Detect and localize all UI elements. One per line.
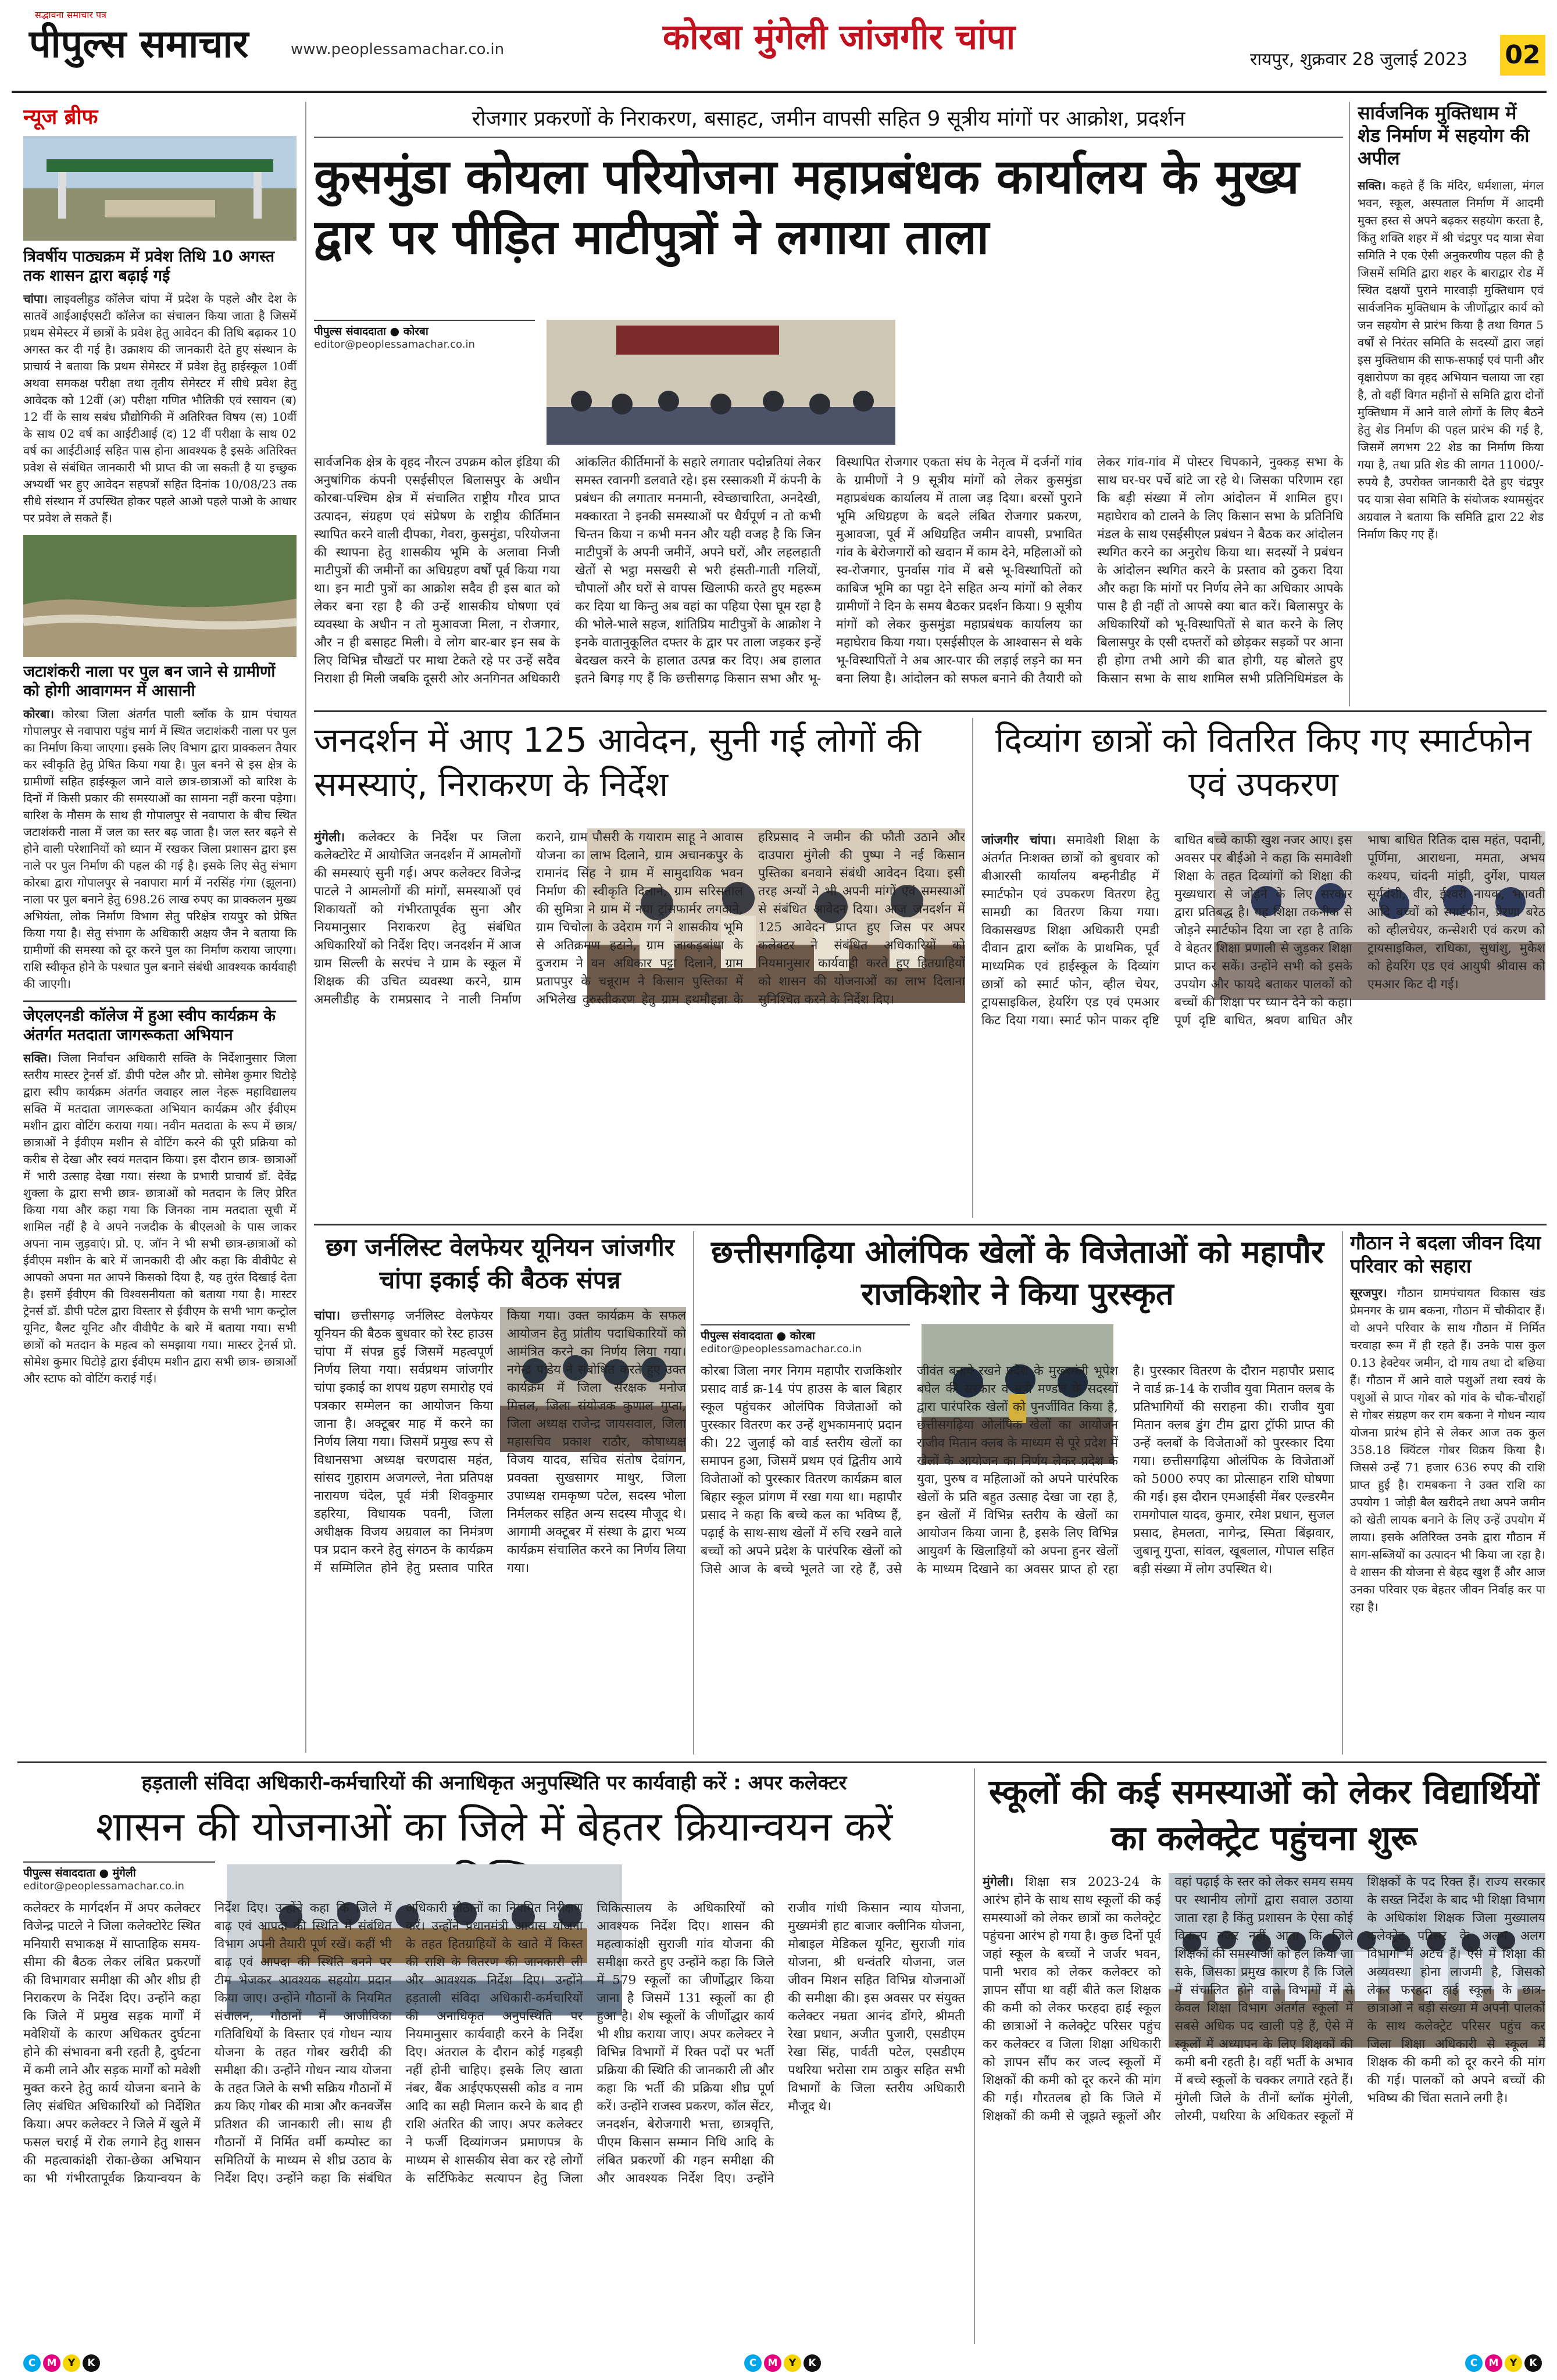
collector-body bbox=[23, 1899, 965, 2344]
section-rule-3 bbox=[17, 1761, 1547, 1763]
gauthan-text: गौठान ग्रामपंचायत विकास खंड प्रेमनगर के ग्राम बकना, गौठान में चौकीदार हैं। वो अपने परिवार के साथ गौठान में निर्मित चरवाहा रूम में ही रहते हैं। उनके पास कुल 0.13 हेक्टेयर जमीन, दो गाय तथा दो बछिया हैं। गौठान में आने वाले पशुओं तथा स्वयं के पशुओं से प्राप्त गोबर को गांव के चौक-चौराहों से गोबर संग्रहण कर राम बकना ने गोधन न्याय योजना प्रारंभ होने से लेकर आज तक कुल 358.18 क्विंटल गोबर विक्रय किया है। जिससे उन्हें 71 हजार 636 रुपए की राशि प्राप्त हुई है। रामबकना ने उक्त राशि का उपयोग 1 जोड़ी बैल खरीदने तथा अपने जमीन को खेती लायक बनाने के लिए उन्हें उपयोग में लाया। इसके अतिरिक्त उनके द्वारा गौठान में साग-सब्जियों का उत्पादन भी किया जा रहा है। वे शासन की योजना से बेहद खुश हैं और आज उनका परिवार एक बेहतर जीवन निर्वाह कर पा रहा है। bbox=[1350, 1285, 1545, 1614]
lead-byline: पीपुल्स संवाददाता ● कोरबा bbox=[314, 320, 535, 338]
olympic-story bbox=[701, 1231, 1334, 1754]
college-gate-photo bbox=[23, 136, 297, 241]
olympic-byline: पीपुल्स संवाददाता ● कोरबा bbox=[701, 1324, 910, 1343]
lead-text: सार्वजनिक क्षेत्र के वृहद नौरत्न उपक्रम कोल इंडिया की अनुषांगिक कंपनी एसईसीएल बिलासपुर के अधीन कोरबा-पश्चिम क्षेत्र में संचालित राष्ट्रीय गौरव प्राप्त उत्पादन, संग्रहण एवं संप्रेषण के राष्ट्रीय कीर्तिमान स्थापित करने वाली दीपका, गेवरा, कुसमुंडा, परियोजना की स्थापना हेतु शासकीय भूमि के अलावा निजी माटीपुत्रों की जमीनों का अधिग्रहण वर्षों पूर्व किया गया था। इन माटी पुत्रों का आक्रोश सदैव ही इस बात को लेकर बना रहा है की उन्हें शासकीय घोषणा एवं व्यवस्था के अधीन न तो मुआवजा मिला, न रोजगार, और न ही बसाहट मिली। वे लोग बार-बार इन सब के लिए विभिन्न चौखटों पर माथा टेकते रहे पर उन्हें सदैव निराशा ही मिली जबकि दूसरी ओर अनगिनत अधिकारी आंकलित कीर्तिमानों के सहारे लगातार पदोन्नतियां लेकर समस्त रवानगी डलवाते रहे। इस रस्साकशी में कंपनी के प्रबंधन की लगातार मनमानी, स्वेच्छाचारिता, अनदेखी, मक्कारता ने इनकी समस्याओं पर धैर्यपूर्ण न तो कभी चिन्तन किया न कभी मनन और यही वजह है कि जिन माटीपुत्रों के अपनी जमीनें, अपने घरों, और लहलहाती खेतों से भट्ठा मसखरी से भरी हंसती-गाती गलियों, चौपालों और घरों से वापस खिलाफी करते हुए महरूम कर दिया था किन्तु अब वहां का पहिया ऐसा घूम रहा है की भोले-भाले सहज, शांतिप्रिय माटीपुत्रों के आक्रोश ने इनके वातानुकूलित दफ्तर के द्वार पर ताला जड़कर इन्हें बेदखल करने के हालात उत्पन्न कर दिए। अब हालात इतने बिगड़ गए हैं कि छत्तीसगढ़ किसान सभा और भू-विस्थापित रोजगार एकता संघ के नेतृत्व में दर्जनों गांव के ग्रामीणों ने 9 सूत्रीय मांगों को लेकर कुसमुंडा महाप्रबंधक कार्यालय में ताला जड़ दिया। बरसों पुराने भूमि अधिग्रहण के बदले लंबित रोजगार प्रकरण, मुआवजा, पूर्व में अधिग्रहित जमीन वापसी, प्रभावित गांव के बेरोजगारों को खदान में काम देने, महिलाओं को स्व-रोजगार, पुनर्वास गांव में बसे भू-विस्थापितों को काबिज भूमि का पट्टा देने सहित अन्य मांगों को लेकर ग्रामीणों ने दिन के समय बैठकर प्रदर्शन किया। 9 सूत्रीय मांगों को लेकर कुसमुंडा महाप्रबंधक कार्यालय का महाघेराव किया गया। एसईसीएल के आश्वासन से थके भू-विस्थापितों ने अब आर-पार की लड़ाई लड़ने का मन बना लिया है। आंदोलन को सफल बनाने की तैयारी को लेकर गांव-गांव में पोस्टर चिपकाने, नुक्कड़ सभा के साथ घर-घर पर्चे बांटे जा रहे थे। जिसका परिणाम रहा कि बड़ी संख्या में लोग आंदोलन में शामिल हुए। महाघेराव को टालने के लिए किसान सभा के प्रतिनिधि मंडल के साथ एसईसीएल प्रबंधन ने बैठक कर आंदोलन स्थगित करने का अनुरोध किया था। सदस्यों ने प्रबंधन के आंदोलन स्थगित करने के प्रस्ताव को ठुकरा दिया और कहा कि मांगों पर निर्णय लेने का अधिकार आपके पास है ही नहीं तो आपसे क्या बात करें। बिलासपुर के अधिकारियों को भू-विस्थापितों से बात करने के लिए बिलासपुर के एसी दफ्तरों को छोड़कर सड़कों पर आना ही होगा तभी आगे की बात होगी, यह बोलते हुए किसान सभा के साथ शामिल सभी प्रतिनिधिमंडल के bbox=[314, 455, 1343, 686]
journalist-headline: छग जर्नलिस्ट वेलफेयर यूनियन जांजगीर चांपा इकाई की बैठक संपन्न bbox=[326, 1233, 674, 1294]
brief3-body bbox=[23, 1050, 297, 1387]
divyang-divider bbox=[972, 718, 973, 1218]
collector-text: कलेक्टर के मार्गदर्शन में अपर कलेक्टर विजेन्द्र पाटले ने जिला कलेक्टोरेट स्थित मनियारी सभाकक्ष में साप्ताहिक समय-सीमा की बैठक लेकर लंबित प्रकरणों की विभागवार समीक्षा की और शीघ्र ही निराकरण के निर्देश दिए। उन्होंने कहा कि जिले में प्रमुख सड़क मार्गों में मवेशियों के कारण अधिकतर दुर्घटना होने की संभावना बनी रहती है, दुर्घटना में कमी लाने और सड़क मार्गों को मवेशी मुक्त करने हेतु कार्य योजना बनाने के लिए संबंधित अधिकारियों को निर्देशित किया। अपर कलेक्टर ने जिले में खुले में फसल चराई में रोक लगाने हेतु शासन की महत्वाकांक्षी रोका-छेका अभियान का भी गंभीरतापूर्वक क्रियान्वयन के निर्देश दिए। उन्होंने कहा कि जिले में बाढ़ एवं आपदा की स्थिति में संबंधित विभाग अपनी तैयारी पूर्ण रखें। कहीं भी बाढ़ एवं आपदा की स्थिति बनने पर टीम भेजकर आवश्यक सहयोग प्रदान किया जाए। उन्होंने गौठानों के नियमित संचालन, गौठानों में आजीविका गतिविधियों के विस्तार एवं गोधन न्याय योजना के तहत गोबर खरीदी की समीक्षा की। उन्होंने गोधन न्याय योजना के तहत जिले के सभी सक्रिय गौठानों में क्रय किए गोबर की मात्रा और कनवर्जेंस प्रतिशत की जानकारी ली। साथ ही गौठानों में निर्मित वर्मी कम्पोस्ट का समितियों के माध्यम से शीघ्र उठाव के निर्देश दिए। उन्होंने कहा कि संबंधित अधिकारी गौठानों का नियमित निरीक्षण करें। उन्होंने प्रधानमंत्री आवास योजना के तहत हितग्राहियों के खाते में किस्त की राशि के वितरण की जानकारी ली और आवश्यक निर्देश दिए। उन्होंने हड़ताली संविदा अधिकारी-कर्मचारियों की अनाधिकृत अनुपस्थिति पर नियमानुसार कार्यवाही करने के निर्देश दिए। अंतराल के दौरान कोई गड़बड़ी नहीं होनी चाहिए। इसके लिए खाता नंबर, बैंक आईएफएससी कोड व नाम आदि का सही मिलान करने के बाद ही राशि अंतरित की जाए। अपर कलेक्टर ने फर्जी दिव्यांगजन प्रमाणपत्र के माध्यम से शासकीय सेवा कर रहे लोगों के सर्टिफिकेट सत्यापन हेतु जिला चिकित्सालय के अधिकारियों को आवश्यक निर्देश दिए। शासन की महत्वाकांक्षी सुराजी गांव योजना की समीक्षा करते हुए उन्होंने कहा कि जिले में 579 स्कूलों का जीर्णोद्धार किया जाना है जिसमें 131 स्कूलों का ही हुआ है। शेष स्कूलों के जीर्णोद्धार कार्य भी शीघ्र कराया जाए। अपर कलेक्टर ने विभिन्न विभागों में रिक्त पदों पर भर्ती प्रक्रिया की स्थिति की जानकारी ली और कहा कि भर्ती की प्रक्रिया शीघ्र पूर्ण करें। उन्होंने राजस्व प्रकरण, कॉल सेंटर, जनदर्शन, बेरोजगारी भत्ता, छात्रवृत्ति, पीएम किसान सम्मान निधि आदि के लंबित प्रकरणों की गहन समीक्षा की और आवश्यक निर्देश दिए। उन्होंने राजीव गांधी किसान न्याय योजना, मुख्यमंत्री हाट बाजार क्लीनिक योजना, मोबाइल मेडिकल यूनिट, सुराजी गांव योजना, श्री धन्वंतरि योजना, जल जीवन मिशन सहित विभिन्न योजनाओं की समीक्षा की। इस अवसर पर संयुक्त कलेक्टर नम्रता आनंद डोंगरे, श्रीमती रेखा प्रधान, अजीत पुजारी, एसडीएम रेखा सिंह, पार्वती पटेल, एसडीएम पथरिया भरोसा राम ठाकुर सहित सभी विभागों के जिला स्तरीय अधिकारी मौजूद थे। bbox=[23, 1901, 965, 2186]
shed-story bbox=[1358, 102, 1544, 706]
journalist-dateline: चांपा। bbox=[314, 1309, 341, 1323]
olympic-text: कोरबा जिला नगर निगम महापौर राजकिशोर प्रसाद वार्ड क्र-14 पंप हाउस के बाल बिहार स्कूल पहुंचकर ओलंपिक विजेताओं को पुरस्कार वितरण कर उन्हें शुभकामनाएं प्रदान की। 22 जुलाई को वार्ड स्तरीय खेलों का समापन हुआ, जिसमें प्रथम एवं द्वितीय आये विजेताओं को पुरस्कार वितरण कार्यक्रम बाल बिहार स्कूल प्रांगण में रखा गया था। महापौर प्रसाद ने कहा कि बच्चे कल का भविष्य हैं, पढ़ाई के साथ-साथ खेलों में रुचि रखने वाले बच्चों को अपने प्रदेश के पारंपरिक खेलों को जिसे आज के बच्चे भूलते जा रहे हैं, उसे जीवंत बनाये रखने प्रदेश के मुख्यमंत्री भूपेश बघेल की सरकार व मंत्री मण्डल के सदस्यों द्वारा पारंपरिक खेलों को पुनर्जीवित किया है, छत्तीसगढ़िया ओलंपिक खेलों का आयोजन राजीव मितान क्लब के माध्यम से पूरे प्रदेश में खेलों के आयोजन का निर्णय लेकर प्रदेश के युवा, पुरुष व महिलाओं को अपने पारंपरिक खेलों के प्रति बहुत उत्साह देखा जा रहा है, इन खेलों में विभिन्न स्तरीय के खेलों का आयोजन किया जाना है, इसके लिए विभिन्न आयुवर्ग के खिलाड़ियों को अपना हुनर खेलों के माध्यम दिखाने का अवसर प्राप्त हो रहा है। पुरस्कार वितरण के दौरान महापौर प्रसाद ने वार्ड क्र-14 के राजीव युवा मितान क्लब के प्रतिभागियों की सराहना की। राजीव युवा मितान क्लब डुंग टीम द्वारा ट्रॉफी प्राप्त की उन्हें क्लबों के विजेताओं को पुरस्कार दिया गया। छत्तीसगढ़िया ओलंपिक के विजेताओं को 5000 रुपए का प्रोत्साहन राशि घोषणा की गई। इस दौरान एमआईसी मेंबर एल्डरमैन रामगोपाल यादव, कुमार, रमेश प्रधान, सुजल प्रसाद, हेमलता, नागेन्द्र, स्मिता बिंझवार, जुबानू गुप्ता, सांवल, खूबलाल, गोपाल सहित बड़ी संख्या में लोग उपस्थित थे। bbox=[701, 1364, 1334, 1577]
cmyk-mark-bottom-center bbox=[744, 2354, 821, 2372]
issue-date: रायपुर, शुक्रवार 28 जुलाई 2023 bbox=[1250, 49, 1468, 70]
shed-divider bbox=[1349, 102, 1350, 706]
yellow-dot: Y bbox=[784, 2354, 801, 2372]
divyang-body bbox=[981, 831, 1545, 1218]
collector-headline: शासन की योजनाओं का जिले में बेहतर क्रियान्वयन करें bbox=[95, 1803, 893, 1850]
divyang-text: समावेशी शिक्षा के अंतर्गत निःशक्त छात्रों को बुधवार को बीआरसी कार्यालय बम्हनीडीह में स्मार्टफोन एवं उपकरण वितरण हेतु सामग्री का वितरण किया गया। विकासखण्ड शिक्षा अधिकारी एमडी दीवान द्वारा ब्लॉक के प्राथमिक, पूर्व माध्यमिक एवं हाईस्कूल के दिव्यांग छात्रों को स्मार्ट फोन, व्हील चेयर, ट्रायसाइकिल, हेयरिंग एड एवं एमआर किट दिया गया। स्मार्ट फोन पाकर दृष्टि बाधित बच्चे काफी खुश नजर आए। इस अवसर पर बीईओ ने कहा कि समावेशी शिक्षा के तहत दिव्यांगों को शिक्षा की मुख्यधारा से जोड़ने के लिए सरकार द्वारा प्रतिबद्ध है। यह शिक्षा तकनीक से जोड़ने स्मार्टफोन दिया जा रहा है ताकि वे बेहतर शिक्षा प्रणाली से जुड़कर शिक्षा प्राप्त कर सकें। उन्होंने सभी को इसके उपयोग और फायदे बताकर पालकों को बच्चों की शिक्षा पर ध्यान देने को कहा। पूर्ण दृष्टि बाधित, श्रवण बाधित और भाषा बाधित रितिक दास महंत, पदानी, पूर्णिमा, आराधना, ममता, अभय कश्यप, चांदनी मांझी, दुर्गेश, पायल सूर्यवंशी, वीर, ईश्वरी नायक, भगवती आदि बच्चों को स्मार्टफोन, प्रेरणा बरेठ को व्हीलचेयर, कन्सेशरी एवं करण को ट्रायसाइकिल, राधिका, सुधांशु, मुकेश को हेयरिंग एड एवं आयुषी श्रीवास को एमआर किट दी गई। bbox=[981, 833, 1545, 1028]
schools-story bbox=[983, 1768, 1545, 2344]
website-url[interactable]: www.peoplessamachar.co.in bbox=[291, 41, 505, 58]
lead-body-area bbox=[314, 320, 1343, 703]
black-dot: K bbox=[1524, 2354, 1542, 2372]
brief1-dateline: चांपा। bbox=[23, 291, 48, 306]
journalist-body bbox=[314, 1307, 686, 1754]
lead-headline: कुसमुंडा कोयला परियोजना महाप्रबंधक कार्यालय के मुख्य द्वार पर पीड़ित माटीपुत्रों ने लगाया ताला bbox=[314, 149, 1299, 265]
jandarshan-text: कलेक्टर के निर्देश पर जिला कलेक्टोरेट में आयोजित जनदर्शन में आमलोगों की समस्याएं सुनी गई। अपर कलेक्टर विजेन्द्र पाटले ने आमलोगों की मांगों, समस्याओं एवं शिकायतों को गंभीरतापूर्वक सुना और नियमानुसार निराकरण हेतु संबंधित अधिकारियों को निर्देश दिए। जनदर्शन में आज ग्राम सिल्ली के सरपंच ने ग्राम के स्कूल में शिक्षक की उचित व्यवस्था करने, ग्राम अमलीडीह के रामप्रसाद ने नाली निर्माण कराने, ग्राम पौसरी के गयाराम साहू ने आवास योजना का लाभ दिलाने, ग्राम अचानकपुर के रामानंद सिंह ने ग्राम में सामुदायिक भवन निर्माण की स्वीकृति दिलाने, ग्राम सरिसताल की सुमित्रा ने ग्राम में नया ट्रांसफार्मर लगवाने, ग्राम चिचोला के उदेराम गर्ग ने शासकीय भूमि से अतिक्रमण हटाने, ग्राम जाकड़बांधा के दुजराम ने वन अधिकार पट्टा दिलाने, ग्राम प्रतापपुर के चन्नूराम ने किसान पुस्तिका में अभिलेख दुरुस्तीकरण हेतु ग्राम हथमौहन्ना के हरिप्रसाद ने जमीन की फौती उठाने और दाउपारा मुंगेली की पुष्पा ने नई किसान पुस्तिका बनवाने संबंधी आवेदन दिया। इसी तरह अन्यों ने भी अपनी मांगों एवं समस्याओं से संबंधित आवेदन दिया। आज जनदर्शन में 125 आवेदन प्राप्त हुए जिस पर अपर कलेक्टर ने संबंधित अधिकारियों को नियमानुसार कार्यवाही करते हुए हितग्राहियों को शासन की योजनाओं का लाभ दिलाना सुनिश्चित करने के निर्देश दिए। bbox=[314, 830, 965, 1007]
cmyk-mark-bottom-left bbox=[23, 2354, 100, 2372]
shed-text: कहते हैं कि मंदिर, धर्मशाला, मंगल भवन, स्कूल, अस्पताल निर्माण में आदमी मुक्त हस्त से अपने बढ़कर सहयोग करता है, किंतु शक्ति शहर में श्री चंद्रपुर पद यात्रा सेवा समिति ने एक ऐसी अनुकरणीय पहल की है जिसमें समिति द्वारा शहर के बाराद्वार रोड में स्थित दक्षयों पुराने मारवाड़ी मुक्तिधाम एवं सार्वजनिक मुक्तिधाम के जीर्णोद्धार कार्य को जन सहयोग से प्रारंभ किया है तथा विगत 5 वर्षों से निरंतर समिति के सदस्यों द्वारा जहां इस मुक्तिधाम की साफ-सफाई एवं पानी और वृक्षारोपण का वृहद अभियान चलाया जा रहा है, तो वहीं विगत महीनों से समिति द्वारा दोनों मुक्तिधाम में आने वाले लोगों के लिए बैठने हेतु शेड निर्माण की पहल प्रारंभ की गई है, जिसमें लगभग 22 शेड का निर्माण किया गया है, तथा प्रति शेड की लागत 11000/-रुपये है, उपरोक्त जानकारी देते हुए चंद्रपुर पद यात्रा सेवा समिति के संयोजक श्यामसुंदर अग्रवाल ने बताया कि समिति द्वारा 22 शेड निर्माण किए गए हैं। bbox=[1358, 178, 1544, 542]
gauthan-divider bbox=[1342, 1231, 1343, 1754]
gauthan-dateline: सूरजपुर। bbox=[1350, 1285, 1387, 1300]
divyang-story bbox=[981, 718, 1545, 1218]
news-brief-column bbox=[23, 102, 297, 1750]
olympic-divider bbox=[693, 1231, 694, 1754]
brief-divider bbox=[305, 102, 306, 1753]
shed-dateline: सक्ति। bbox=[1358, 178, 1386, 193]
collector-kicker: हड़ताली संविदा अधिकारी-कर्मचारियों की अनाधिकृत अनुपस्थिति पर कार्यवाही करें : अपर कलेक्टर bbox=[141, 1771, 847, 1795]
lead-email[interactable]: editor@peoplessamachar.co.in bbox=[314, 338, 475, 351]
brief3-headline: जेएलएनडी कॉलेज में हुआ स्वीप कार्यक्रम के अंतर्गत मतदाता जागरूकता अभियान bbox=[23, 1006, 276, 1044]
brief2-headline: जटाशंकरी नाला पर पुल बन जाने से ग्रामीणों को होगी आवागमन में आसानी bbox=[23, 662, 276, 700]
collector-byline-box bbox=[23, 1861, 215, 1896]
jandarshan-dateline: मुंगेली। bbox=[314, 830, 345, 845]
lead-kicker: रोजगार प्रकरणों के निराकरण, बसाहट, जमीन वापसी सहित 9 सूत्रीय मांगों पर आक्रोश, प्रदर्शन bbox=[314, 99, 1343, 138]
brief1-text: लाइवलीहुड कॉलेज चांपा में प्रदेश के पहले और देश के सातवें आईआईएसटी कॉलेज का संचालन किया जाता है जिसमें प्रथम सेमेस्टर में छात्रों के प्रवेश हेतु आवेदन की तिथि बढ़ाकर 10 अगस्त कर दी गई है। उक्राशय की जानकारी देते हुए संस्थान के प्राचार्य ने बताया कि प्रथम सेमेस्टर में प्रवेश हेतु हाईस्कूल 10वीं अथवा समकक्ष परीक्षा तथा तृतीय सेमेस्टर में सीधे प्रवेश हेतु आवेदक को 12वीं (अ) परीक्षा गणित भौतिकी एवं रसायन (ब) 12 वीं के साथ सबंध प्रौद्योगिकी में अतिरिक्त विषय (स) 10वीं के साथ 02 वर्ष का आईटीआई (द) 12 वीं परीक्षा के साथ 02 वर्ष का आईटीआई सहित पास होना आवश्यक है इसके अतिरिक्त प्रवेश से संबंधित जानकारी भी प्राप्त की जा सकती है या इच्छुक अभ्यर्थी भर हुए आवेदन सहपत्रों सहित दिनांक 10/08/23 तक सीधे संस्थान में उपस्थित होकर पहले आओ पहले पाओ के आधार पर प्रवेश ले सकते हैं। bbox=[23, 291, 297, 525]
olympic-headline: छत्तीसगढ़िया ओलंपिक खेलों के विजेताओं को महापौर राजकिशोर ने किया पुरस्कृत bbox=[711, 1234, 1324, 1312]
collector-story bbox=[23, 1768, 965, 2344]
divyang-headline: दिव्यांग छात्रों को वितरित किए गए स्मार्टफोन एवं उपकरण bbox=[995, 720, 1531, 804]
magenta-dot: M bbox=[1485, 2354, 1502, 2372]
shed-headline: सार्वजनिक मुक्तिधाम में शेड निर्माण में सहयोग की अपील bbox=[1358, 102, 1530, 170]
gauthan-headline: गौठान ने बदला जीवन दिया परिवार को सहारा bbox=[1350, 1231, 1541, 1278]
collector-email[interactable]: editor@peoplessamachar.co.in bbox=[23, 1880, 184, 1892]
brief3-dateline: सक्ति। bbox=[23, 1050, 52, 1065]
black-dot: K bbox=[804, 2354, 821, 2372]
brief2-text: कोरबा जिला अंतर्गत पाली ब्लॉक के ग्राम पंचायत गोपालपुर से नवापारा पहुंच मार्ग में स्थित जटाशंकरी नाला पर पुल का निर्माण किया जाएगा। इसके लिए विभाग द्वारा प्राक्कलन तैयार कर स्वीकृति हेतु प्रेषित किया गया है। पुल बनने से इस क्षेत्र के ग्रामीणों सहित हाईस्कूल जाने वाले छात्र-छात्राओं को बारिश के दिनों में किसी प्रकार की समस्याओं का सामना नहीं करना पड़ेगा। बारिश के मौसम के साथ ही गोपालपुर से नवापारा के बीच स्थित जटाशंकरी नाला में जल का स्तर बढ़ जाता है। जल स्तर बढ़ने से होने वाली परेशानियों को ध्यान में रखकर जिला प्रशासन द्वारा इस नाले पर पुल निर्माण की पहल की गई है। इसके लिए सेतु संभाग कोरबा द्वारा गोपालपुर से नवापारा मार्ग में नरसिंह गंगा (झूलना) नाला पर पुल बनाने हेतु 698.26 लाख रुपए का प्राक्कलन मुख्य अभियंता, लोक निर्माण विभाग सेतु परिक्षेत्र रायपुर को प्रेषित किया गया है। सेतु संभाग के अधिकारी अक्षय जैन ने बताया कि ग्रामीणों की समस्या को दूर करने पुल का निर्माण कराया जाएगा। राशि स्वीकृत होने के पश्चात पुल बनाने संबंधी आवश्यक कार्यवाही की जाएगी। bbox=[23, 706, 297, 991]
section-rule-2 bbox=[314, 1224, 1547, 1225]
schools-dateline: मुंगेली। bbox=[983, 1875, 1014, 1889]
magenta-dot: M bbox=[43, 2354, 60, 2372]
section-rule-1 bbox=[314, 710, 1547, 712]
jandarshan-headline: जनदर्शन में आए 125 आवेदन, सुनी गई लोगों की समस्याएं, निराकरण के निर्देश bbox=[314, 720, 921, 804]
page-number: 02 bbox=[1500, 35, 1545, 76]
schools-text: शिक्षा सत्र 2023-24 के आरंभ होने के साथ साथ स्कूलों की कई समस्याओं को लेकर छात्रों का कलेक्ट्रेट पहुंचना आरंभ हो गया है। कुछ दिनों पूर्व जहां स्कूल के बच्चों ने जर्जर भवन, पानी भराव को लेकर कलेक्टर को ज्ञापन सौंपा था वहीं बीते कल शिक्षक की कमी को लेकर फरहदा हाई स्कूल की छात्राओं ने कलेक्ट्रेट परिसर पहुंच कर कलेक्टर व जिला शिक्षा अधिकारी को ज्ञापन सौंप कर जल्द स्कूलों में शिक्षकों की कमी को दूर करने की मांग की गई। गौरतलब हो कि जिले में शिक्षकों की कमी से जूझते स्कूलों और वहां पढ़ाई के स्तर को लेकर समय समय पर स्थानीय लोगों द्वारा सवाल उठाया जाता रहा है किंतु प्रशासन के ऐसा कोई विकल्प नजर नहीं आता कि जिले शिक्षकों की समस्याओं को हल किया जा सके, जिसका प्रमुख कारण है कि जिले में संचालित होने वाले विभागों में से केवल शिक्षा विभाग अंतर्गत स्कूलों में सबसे अधिक पद खाली पड़े हैं, ऐसे में स्कूलों में अध्यापन के लिए शिक्षकों की कमी बनी रहती है। वहीं भर्ती के अभाव में बच्चे स्कूलों के चक्कर लगाते रहते हैं। मुंगेली जिले के तीनों ब्लॉक मुंगेली, लोरमी, पथरिया के अधिकतर स्कूलों में शिक्षकों के पद रिक्त हैं। राज्य सरकार के सख्त निर्देश के बाद भी शिक्षा विभाग के अधिकांश शिक्षक जिला मुख्यालय कलेक्ट्रेट परिसर के अलग अलग विभागों में अटैच हैं। ऐसे में शिक्षा की अव्यवस्था होना लाजमी है, जिसको लेकर फरहदा हाई स्कूल के छात्र-छात्राओं ने बड़ी संख्या में अपनी पालकों के साथ कलेक्ट्रेट परिसर पहुंच कर जिला शिक्षा अधिकारी से स्कूल में शिक्षक की कमी को दूर करने की मांग की गई। पालकों को अपने बच्चों की भविष्य की चिंता सताने लगी है। bbox=[983, 1875, 1545, 2124]
magenta-dot: M bbox=[764, 2354, 781, 2372]
schools-headline: स्कूलों की कई समस्याओं को लेकर विद्यार्थियों का कलेक्ट्रेट पहुंचना शुरू bbox=[988, 1772, 1540, 1858]
lead-story bbox=[314, 99, 1343, 703]
olympic-byline-box bbox=[701, 1324, 910, 1359]
masthead bbox=[12, 6, 1547, 93]
cmyk-mark-bottom-right bbox=[1465, 2354, 1542, 2372]
brief2-body bbox=[23, 706, 297, 992]
cyan-dot: C bbox=[1465, 2354, 1483, 2372]
stream-photo bbox=[23, 535, 297, 657]
collector-byline: पीपुल्स संवाददाता ● मुंगेली bbox=[23, 1861, 215, 1880]
newspaper-logo[interactable]: पीपुल्स समाचार bbox=[29, 22, 249, 66]
schools-body bbox=[983, 1873, 1545, 2344]
schools-divider bbox=[974, 1768, 975, 2344]
jandarshan-body bbox=[314, 828, 965, 1218]
jandarshan-story bbox=[314, 718, 965, 1218]
brief1-headline: त्रिवर्षीय पाठ्यक्रम में प्रवेश तिथि 10 अगस्त तक शासन द्वारा बढ़ाई गई bbox=[23, 248, 275, 285]
logo-tagline: सद्भावना समाचार पत्र bbox=[35, 9, 106, 20]
cyan-dot: C bbox=[744, 2354, 762, 2372]
gauthan-body bbox=[1350, 1284, 1545, 1616]
black-dot: K bbox=[83, 2354, 100, 2372]
yellow-dot: Y bbox=[1505, 2354, 1522, 2372]
shed-body bbox=[1358, 177, 1544, 543]
brief1-body bbox=[23, 291, 297, 527]
divyang-dateline: जांजगीर चांपा। bbox=[981, 833, 1056, 848]
olympic-body bbox=[701, 1362, 1334, 1754]
cyan-dot: C bbox=[23, 2354, 41, 2372]
news-brief-label: न्यूज ब्रीफ bbox=[23, 105, 98, 129]
brief3-text: जिला निर्वाचन अधिकारी सक्ति के निर्देशानुसार जिला स्तरीय मास्टर ट्रेनर्स डॉ. डीपी पटेल और प्रो. सोमेश कुमार घिटोड़े द्वारा स्वीप कार्यक्रम अंतर्गत जवाहर लाल नेहरू महाविद्यालय सक्ति में मतदाता जागरूकता अभियान कार्यक्रम और ईवीएम मशीन द्वारा वोटिंग कराया गया। नवीन मतदाता के रूप में छात्र/ छात्राओं ने ईवीएम मशीन से वोटिंग करने की पूरी प्रक्रिया को करीब से देखा और स्वयं मतदान किया। इस दौरान छात्र- छात्राओं में भारी उत्साह देखा गया। संस्था के प्रभारी प्राचार्य डॉ. देवेंद्र शुक्ला के द्वारा सभी छात्र- छात्राओं को मतदान के लिए प्रेरित किया गया और कहा गया कि जिनका नाम मतदाता सूची में शामिल नहीं है वे अपने नजदीक के बीएलओ के पास जाकर अपना नाम जुड़वाएं। प्रो. ए. जॉन ने भी सभी छात्र-छात्राओं को ईवीएम मशीन के बारे में जानकारी दी और कहा कि वीवीपैट से आपको अपना मत आपने किसको दिया है, यह तुरंत दिखाई देता है। इसमें ईवीएम की विश्वसनीयता को बताया गया है। मास्टर ट्रेनर्स डॉ. डीपी पटेल द्वारा विस्तार से ईवीएम के सभी भाग कन्ट्रोल यूनिट, बैलट यूनिट और वीवीपैट के बारे में बताया गया। सभी छात्रों को मतदान के महत्व को समझाया गया। मास्टर ट्रेनर्स प्रो. सोमेश कुमार घिटोड़े द्वारा ईवीएम मशीन द्वारा सभी छात्र- छात्राओं और स्टाफ को वोटिंग कराई गई। bbox=[23, 1050, 297, 1385]
journalist-story bbox=[314, 1231, 686, 1754]
gauthan-story bbox=[1350, 1231, 1545, 1754]
olympic-email[interactable]: editor@peoplessamachar.co.in bbox=[701, 1343, 862, 1355]
journalist-text: छत्तीसगढ़ जर्नलिस्ट वेलफेयर यूनियन की बैठक बुधवार को रेस्ट हाउस चांपा में संपन्न हुई जिसमें महत्वपूर्ण निर्णय लिया गया। सर्वप्रथम जांजगीर चांपा इकाई का शपथ ग्रहण समारोह एवं पत्रकार सम्मेलन का आयोजन किया जाना है। अक्टूबर माह में करने का निर्णय लिया गया। जिसमें प्रमुख रूप से विधानसभा अध्यक्ष चरणदास महंत, सांसद गुहाराम अजगल्ले, नेता प्रतिपक्ष नारायण चंदेल, पूर्व मंत्री शिवकुमार डहरिया, विधायक पवनी, जिला अधीक्षक विजय अग्रवाल का निमंत्रण पत्र प्रदान करने हेतु संगठन के कार्यक्रम में सम्मिलित होने हेतु प्रस्ताव पारित किया गया। उक्त कार्यक्रम के सफल आयोजन हेतु प्रांतीय पदाधिकारियों को आमंत्रित करने का निर्णय लिया गया। नगेन्द्र पांडेय ने संबोधित करते हुए उक्त कार्यक्रम में जिला संरक्षक मनोज मित्तल, जिला संयोजक कुणाल गुप्ता, जिला अध्यक्ष राजेन्द्र जायसवाल, जिला महासचिव प्रकाश राठौर, कोषाध्यक्ष विजय यादव, सचिव संतोष देवांगन, प्रवक्ता सुखसागर माथुर, जिला उपाध्यक्ष रामकृष्ण पटेल, सदस्य भोला निर्मलकर सहित अन्य सदस्य मौजूद थे। आगामी अक्टूबर में संस्था के द्वारा भव्य कार्यक्रम संचालित करने का निर्णय लिया गया। bbox=[314, 1309, 686, 1575]
yellow-dot: Y bbox=[63, 2354, 80, 2372]
edition-title: कोरबा मुंगेली जांजगीर चांपा bbox=[663, 17, 1016, 58]
brief2-dateline: कोरबा। bbox=[23, 706, 54, 721]
